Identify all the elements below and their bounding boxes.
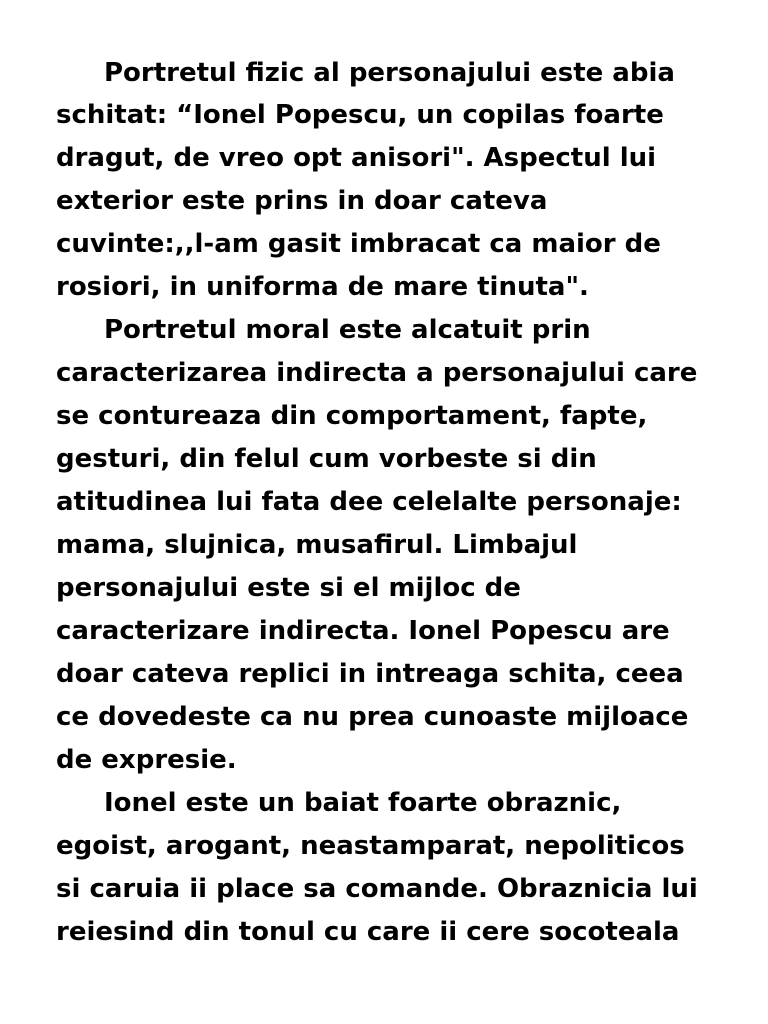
paragraph-2-line-7: personajului este si el mijloc de: [56, 573, 521, 603]
paragraph-2-line-6: mama, slujnica, musafirul. Limbajul: [56, 530, 578, 560]
paragraph-1-line-2: schitat: “Ionel Popescu, un copilas foarte: [56, 100, 664, 130]
paragraph-2-line-1: Portretul moral este alcatuit prin: [104, 315, 591, 345]
paragraph-2-line-5: atitudinea lui fata dee celelalte personaje:: [56, 487, 682, 517]
paragraph-3-line-4: reiesind din tonul cu care ii cere socoteala: [56, 917, 680, 947]
paragraph-1-line-4: exterior este prins in doar cateva: [56, 186, 548, 216]
paragraph-2-line-4: gesturi, din felul cum vorbeste si din: [56, 444, 597, 474]
paragraph-2-line-8: caracterizare indirecta. Ionel Popescu are: [56, 616, 670, 646]
paragraph-1-line-5: cuvinte:,,l-am gasit imbracat ca maior de: [56, 229, 661, 259]
paragraph-3-line-2: egoist, arogant, neastamparat, nepoliticos: [56, 831, 685, 861]
paragraph-1-line-6: rosiori, in uniforma de mare tinuta".: [56, 272, 589, 302]
paragraph-1-line-1: Portretul fizic al personajului este abia: [104, 58, 675, 88]
paragraph-2-line-10: ce dovedeste ca nu prea cunoaste mijloace: [56, 702, 689, 732]
paragraph-2-line-9: doar cateva replici in intreaga schita, ceea: [56, 659, 684, 689]
paragraph-3-line-1: Ionel este un baiat foarte obraznic,: [104, 788, 622, 818]
paragraph-2-line-2: caracterizarea indirecta a personajului care: [56, 358, 698, 388]
paragraph-2-line-3: se contureaza din comportament, fapte,: [56, 401, 648, 431]
paragraph-1-line-3: dragut, de vreo opt anisori". Aspectul lui: [56, 143, 657, 173]
paragraph-3-line-3: si caruia ii place sa comande. Obraznicia lui: [56, 874, 698, 904]
paragraph-2-line-11: de expresie.: [56, 745, 237, 775]
